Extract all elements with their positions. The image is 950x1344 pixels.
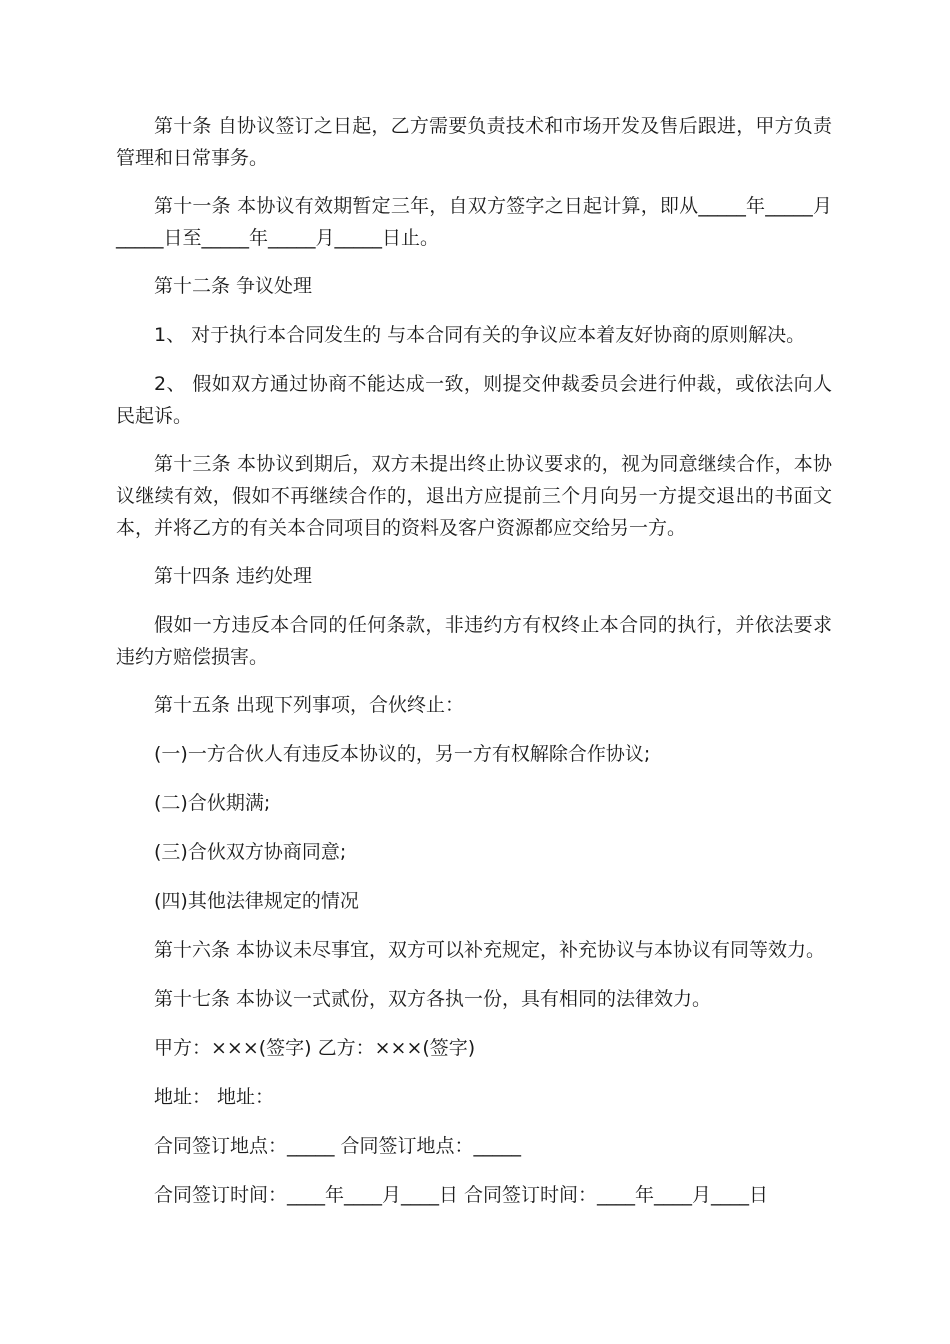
- article-12-item-1: 1、 对于执行本合同发生的 与本合同有关的争议应本着友好协商的原则解决。: [154, 324, 806, 346]
- signing-place-line: 合同签订地点：_____ 合同签订地点：_____: [154, 1135, 522, 1157]
- article-15-item-4: (四)其他法律规定的情况: [154, 890, 359, 912]
- article-10: 第十条 自协议签订之日起，乙方需要负责技术和市场开发及售后跟进，甲方负责管理和日常事务。: [116, 115, 832, 169]
- article-17: 第十七条 本协议一式贰份，双方各执一份，具有相同的法律效力。: [154, 988, 712, 1010]
- article-16: 第十六条 本协议未尽事宜，双方可以补充规定，补充协议与本协议有同等效力。: [154, 939, 826, 961]
- article-13: 第十三条 本协议到期后，双方未提出终止协议要求的，视为同意继续合作，本协议继续有效，假如不再继续合作的，退出方应提前三个月向另一方提交退出的书面文本，并将乙方的有关本合同项目的资料及客户资源都应交给另一方。: [116, 453, 832, 539]
- article-15-item-2: (二)合伙期满;: [154, 792, 271, 814]
- address-line: 地址： 地址：: [154, 1086, 275, 1108]
- article-15-heading: 第十五条 出现下列事项，合伙终止：: [154, 694, 465, 716]
- signing-date-line: 合同签订时间：____年____月____日 合同签订时间：____年____月____日: [154, 1184, 769, 1206]
- article-11: 第十一条 本协议有效期暂定三年，自双方签字之日起计算，即从_____年_____月_____日至_____年_____月_____日止。: [116, 195, 832, 249]
- article-12-item-2: 2、 假如双方通过协商不能达成一致，则提交仲裁委员会进行仲裁，或依法向人民起诉。: [116, 373, 832, 427]
- article-15-item-3: (三)合伙双方协商同意;: [154, 841, 347, 863]
- article-15-item-1: (一)一方合伙人有违反本协议的，另一方有权解除合作协议;: [154, 743, 651, 765]
- article-14-heading: 第十四条 违约处理: [154, 565, 313, 587]
- article-12-heading: 第十二条 争议处理: [154, 275, 313, 297]
- article-14-body: 假如一方违反本合同的任何条款，非违约方有权终止本合同的执行，并依法要求违约方赔偿损害。: [116, 614, 832, 668]
- signature-line: 甲方：×××(签字) 乙方：×××(签字): [154, 1037, 476, 1059]
